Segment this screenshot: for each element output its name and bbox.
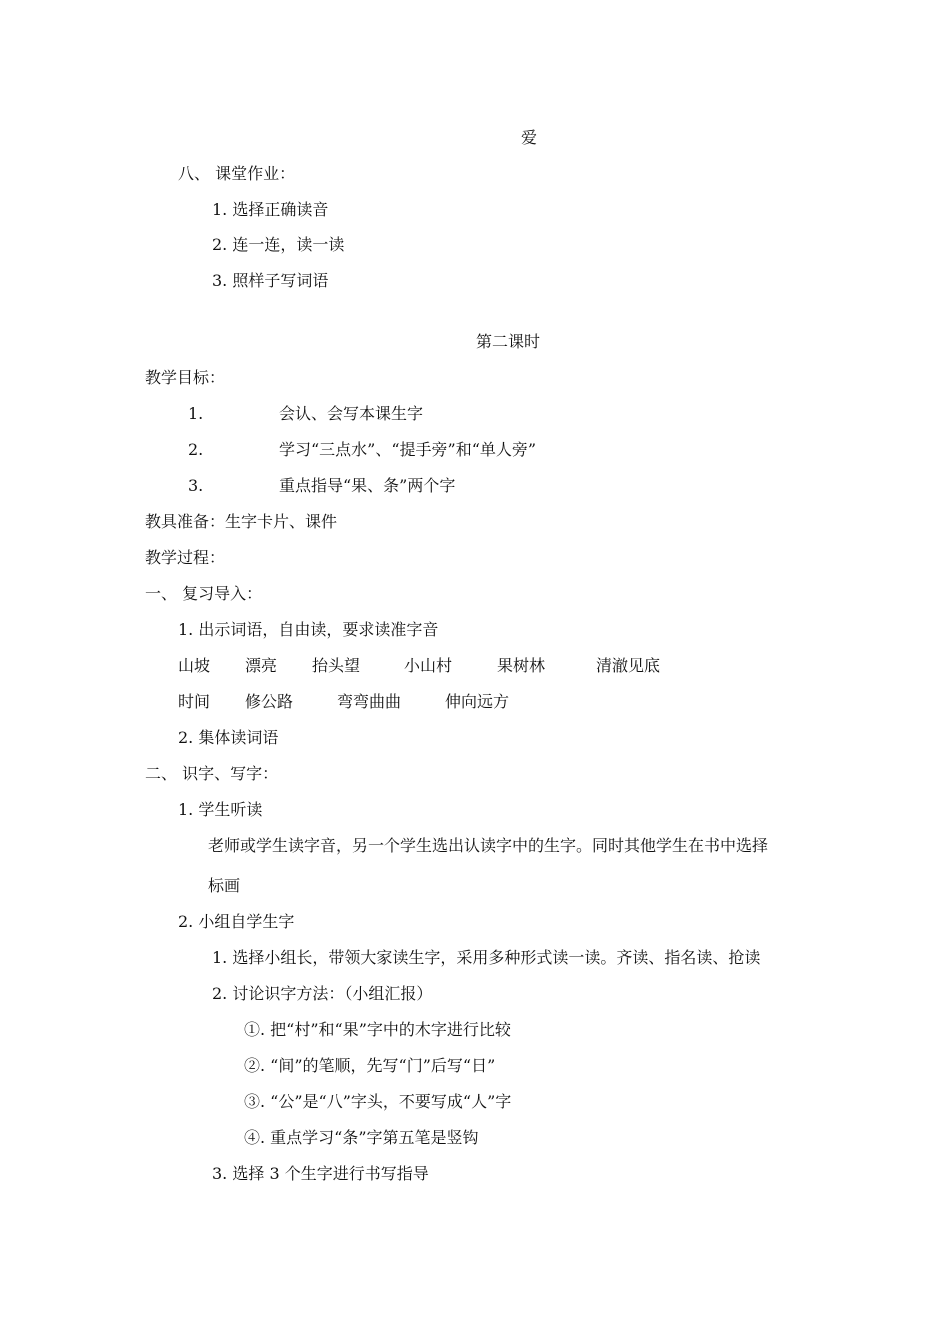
process-label: 教学过程： bbox=[145, 548, 226, 567]
word: 抬头望 bbox=[312, 656, 361, 675]
goal-number: 1. bbox=[188, 404, 204, 423]
homework-item-1: 1. 选择正确读音 bbox=[212, 200, 329, 219]
word-list-row bbox=[0, 656, 950, 676]
homework-item-2: 2. 连一连，读一读 bbox=[212, 235, 345, 254]
part2-sub2: 2. 讨论识字方法：（小组汇报） bbox=[212, 984, 433, 1003]
goal-item bbox=[0, 404, 950, 424]
word: 果树林 bbox=[497, 656, 546, 675]
part2-step1-desc-cont: 标画 bbox=[208, 876, 241, 895]
section8-heading: 八、 课堂作业： bbox=[178, 164, 296, 183]
method-item-2: ②. “间”的笔顺，先写“门”后写“日” bbox=[244, 1056, 496, 1075]
method-item-4: ④. 重点学习“条”字第五笔是竖钩 bbox=[244, 1128, 479, 1147]
goal-item bbox=[0, 440, 950, 460]
part1-heading: 一、 复习导入： bbox=[145, 584, 263, 603]
goal-number: 2. bbox=[188, 440, 204, 459]
part2-step3: 3. 选择 3 个生字进行书写指导 bbox=[212, 1164, 429, 1183]
part1-step1: 1. 出示词语，自由读，要求读准字音 bbox=[178, 620, 439, 639]
method-item-3: ③. “公”是“八”字头，不要写成“人”字 bbox=[244, 1092, 512, 1111]
lesson-title: 第二课时 bbox=[476, 332, 541, 351]
goal-text: 学习“三点水”、“提手旁”和“单人旁” bbox=[279, 440, 537, 459]
word: 时间 bbox=[178, 692, 211, 711]
part2-step1-desc: 老师或学生读字音，另一个学生选出认读字中的生字。同时其他学生在书中选择 bbox=[208, 836, 769, 855]
homework-item-3: 3. 照样子写词语 bbox=[212, 271, 329, 290]
teaching-aids: 教具准备：生字卡片、课件 bbox=[145, 512, 338, 531]
goal-text: 重点指导“果、条”两个字 bbox=[279, 476, 456, 495]
word: 弯弯曲曲 bbox=[337, 692, 402, 711]
word-list-row bbox=[0, 692, 950, 712]
part2-heading: 二、 识字、写字： bbox=[145, 764, 279, 783]
word: 漂亮 bbox=[245, 656, 278, 675]
part2-step1: 1. 学生听读 bbox=[178, 800, 263, 819]
goal-text: 会认、会写本课生字 bbox=[279, 404, 424, 423]
part2-step2: 2. 小组自学生字 bbox=[178, 912, 295, 931]
part2-sub1: 1. 选择小组长，带领大家读生字，采用多种形式读一读。齐读、指名读、抢读 bbox=[212, 948, 761, 967]
goal-item bbox=[0, 476, 950, 496]
word: 修公路 bbox=[245, 692, 294, 711]
word: 山坡 bbox=[178, 656, 211, 675]
method-item-1: ①. 把“村”和“果”字中的木字进行比较 bbox=[244, 1020, 511, 1039]
goals-label: 教学目标： bbox=[145, 368, 226, 387]
word: 伸向远方 bbox=[445, 692, 510, 711]
goal-number: 3. bbox=[188, 476, 204, 495]
word: 小山村 bbox=[404, 656, 453, 675]
word: 清澈见底 bbox=[596, 656, 661, 675]
part1-step2: 2. 集体读词语 bbox=[178, 728, 279, 747]
top-word: 爱 bbox=[521, 128, 538, 147]
